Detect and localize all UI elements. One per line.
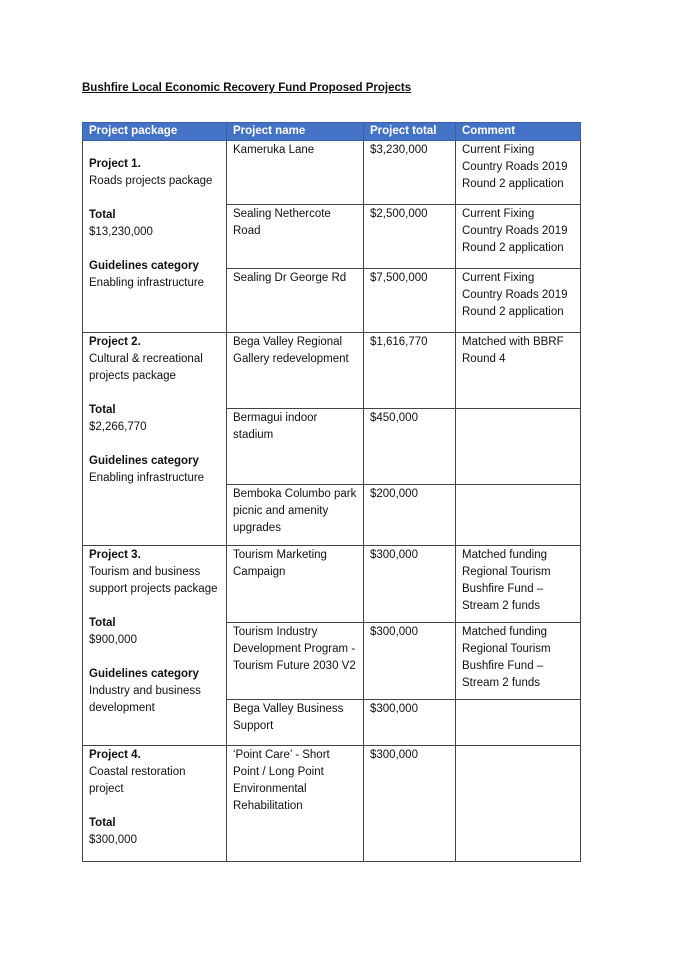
project-comment [456, 485, 581, 546]
package-name: Project 3. [89, 549, 141, 561]
package-name: Project 1. [89, 158, 141, 170]
project-name: Bega Valley Business Support [227, 700, 364, 746]
package-total-label: Total [89, 209, 116, 221]
project-name: Kameruka Lane [227, 141, 364, 205]
package-category: Enabling infrastructure [89, 472, 205, 484]
package-cell-3 [83, 546, 227, 746]
package-description: Roads projects package [89, 175, 213, 187]
package-cell-4 [83, 746, 227, 862]
package-total: $300,000 [89, 834, 137, 846]
package-category-label: Guidelines category [89, 260, 199, 272]
project-total: $200,000 [364, 485, 456, 546]
project-comment: Matched with BBRF Round 4 [456, 333, 581, 409]
project-comment: Current Fixing Country Roads 2019 Round 2 application [456, 269, 581, 333]
project-name: Tourism Marketing Campaign [227, 546, 364, 623]
table-row [83, 141, 581, 205]
table-row [83, 546, 581, 623]
table-row [83, 333, 581, 409]
package-total-label: Total [89, 617, 116, 629]
header-project-total: Project total [364, 123, 456, 141]
project-total: $300,000 [364, 746, 456, 862]
project-name: Tourism Industry Development Program - Tourism Future 2030 V2 [227, 623, 364, 700]
table-row [83, 746, 581, 862]
package-cell-1 [83, 141, 227, 333]
package-total: $900,000 [89, 634, 137, 646]
project-total: $450,000 [364, 409, 456, 485]
package-description: Coastal restoration project [89, 766, 186, 795]
document-title: Bushfire Local Economic Recovery Fund Proposed Projects [82, 82, 412, 94]
package-cell-2 [83, 333, 227, 546]
package-category: Industry and business development [89, 685, 201, 714]
package-total: $13,230,000 [89, 226, 153, 238]
package-category-label: Guidelines category [89, 668, 199, 680]
package-name: Project 2. [89, 336, 141, 348]
project-name: Bemboka Columbo park picnic and amenity upgrades [227, 485, 364, 546]
project-total: $3,230,000 [364, 141, 456, 205]
project-comment: Matched funding Regional Tourism Bushfire Fund – Stream 2 funds [456, 623, 581, 700]
project-name: Sealing Nethercote Road [227, 205, 364, 269]
table-header-row [83, 123, 581, 141]
package-total-label: Total [89, 404, 116, 416]
header-comment: Comment [456, 123, 581, 141]
projects-table [82, 122, 581, 862]
project-total: $300,000 [364, 623, 456, 700]
project-name: Sealing Dr George Rd [227, 269, 364, 333]
package-description: Cultural & recreational projects package [89, 353, 203, 382]
project-total: $1,616,770 [364, 333, 456, 409]
project-name: ‘Point Care’ - Short Point / Long Point Environmental Rehabilitation [227, 746, 364, 862]
header-project-name: Project name [227, 123, 364, 141]
project-comment [456, 700, 581, 746]
package-total-label: Total [89, 817, 116, 829]
package-category-label: Guidelines category [89, 455, 199, 467]
project-total: $7,500,000 [364, 269, 456, 333]
project-comment [456, 746, 581, 862]
project-name: Bega Valley Regional Gallery redevelopment [227, 333, 364, 409]
package-total: $2,266,770 [89, 421, 147, 433]
package-name: Project 4. [89, 749, 141, 761]
header-project-package: Project package [83, 123, 227, 141]
project-total: $2,500,000 [364, 205, 456, 269]
project-comment: Current Fixing Country Roads 2019 Round 2 application [456, 141, 581, 205]
project-total: $300,000 [364, 546, 456, 623]
package-category: Enabling infrastructure [89, 277, 205, 289]
project-name: Bermagui indoor stadium [227, 409, 364, 485]
project-comment [456, 409, 581, 485]
project-total: $300,000 [364, 700, 456, 746]
package-description: Tourism and business support projects package [89, 566, 218, 595]
project-comment: Current Fixing Country Roads 2019 Round 2 application [456, 205, 581, 269]
project-comment: Matched funding Regional Tourism Bushfire Fund – Stream 2 funds [456, 546, 581, 623]
